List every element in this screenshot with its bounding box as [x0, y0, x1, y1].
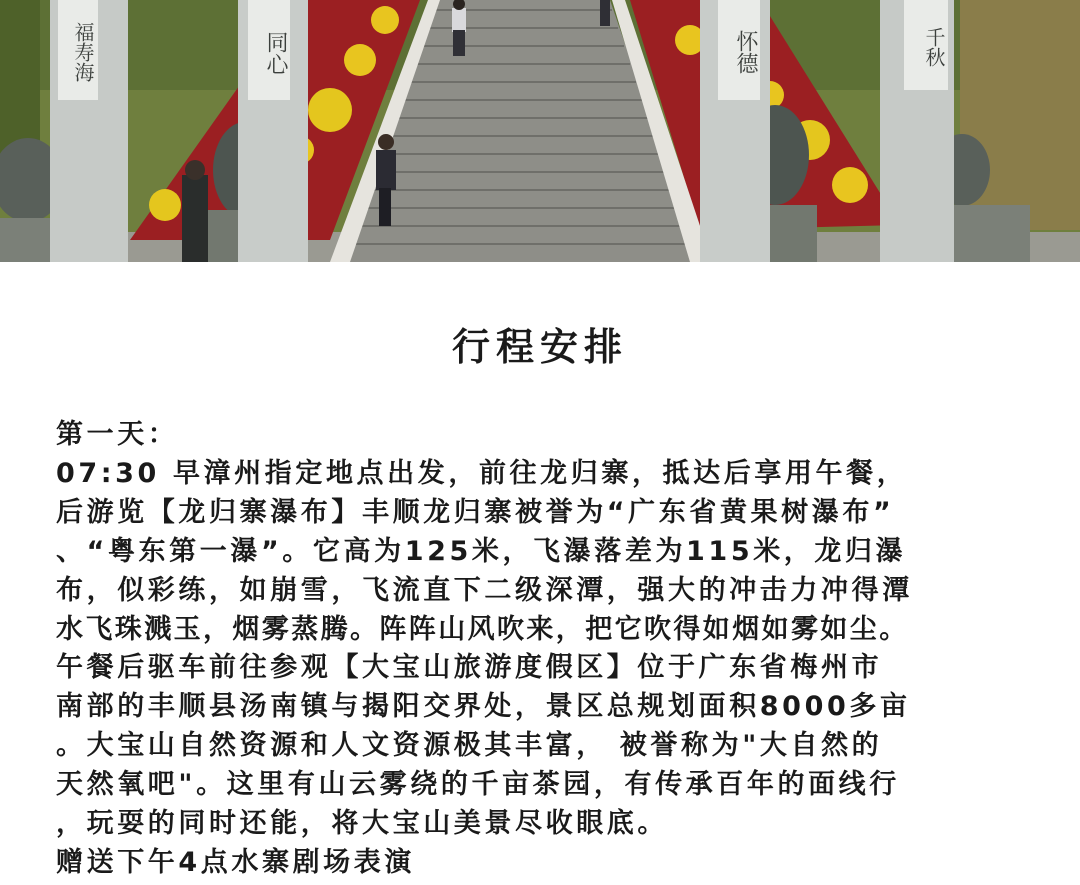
itinerary-line: 赠送下午4点水寨剧场表演: [56, 846, 415, 878]
itinerary-body: [56, 416, 1066, 883]
itinerary-line: 后游览【龙归寨瀑布】丰顺龙归寨被誉为“广东省黄果树瀑布”: [56, 496, 895, 528]
day-label: 第一天：: [56, 419, 179, 450]
pillar-inscription-3: 怀德: [733, 30, 758, 74]
itinerary-line: 天然氧吧"。这里有山云雾绕的千亩茶园，有传承百年的面线行: [56, 769, 900, 801]
itinerary-line: 07:30 早漳州指定地点出发，前往龙归寨，抵达后享用午餐，: [56, 457, 908, 489]
itinerary-line: 布，似彩练，如崩雪，飞流直下二级深潭，强大的冲击力冲得潭: [56, 574, 913, 606]
itinerary-line: 午餐后驱车前往参观【大宝山旅游度假区】位于广东省梅州市: [56, 652, 883, 684]
section-title: 行程安排: [451, 325, 628, 369]
itinerary-line: 、“粤东第一瀑”。它高为125米，飞瀑落差为115米，龙归瀑: [56, 535, 907, 567]
hero-photo: [0, 0, 1080, 262]
pillar-inscription-2: 同心: [263, 31, 288, 75]
itinerary-line: ，玩耍的同时还能，将大宝山美景尽收眼底。: [56, 808, 668, 840]
pillar-inscription-4: 千秋: [922, 27, 946, 67]
pillar-inscription-1: 福寿海: [71, 22, 95, 82]
itinerary-line: 。大宝山自然资源和人文资源极其丰富， 被誉称为"大自然的: [56, 730, 883, 762]
itinerary-line: 南部的丰顺县汤南镇与揭阳交界处，景区总规划面积8000多亩: [56, 691, 911, 723]
itinerary-line: 水飞珠溅玉，烟雾蒸腾。阵阵山风吹来，把它吹得如烟如雾如尘。: [56, 613, 909, 645]
